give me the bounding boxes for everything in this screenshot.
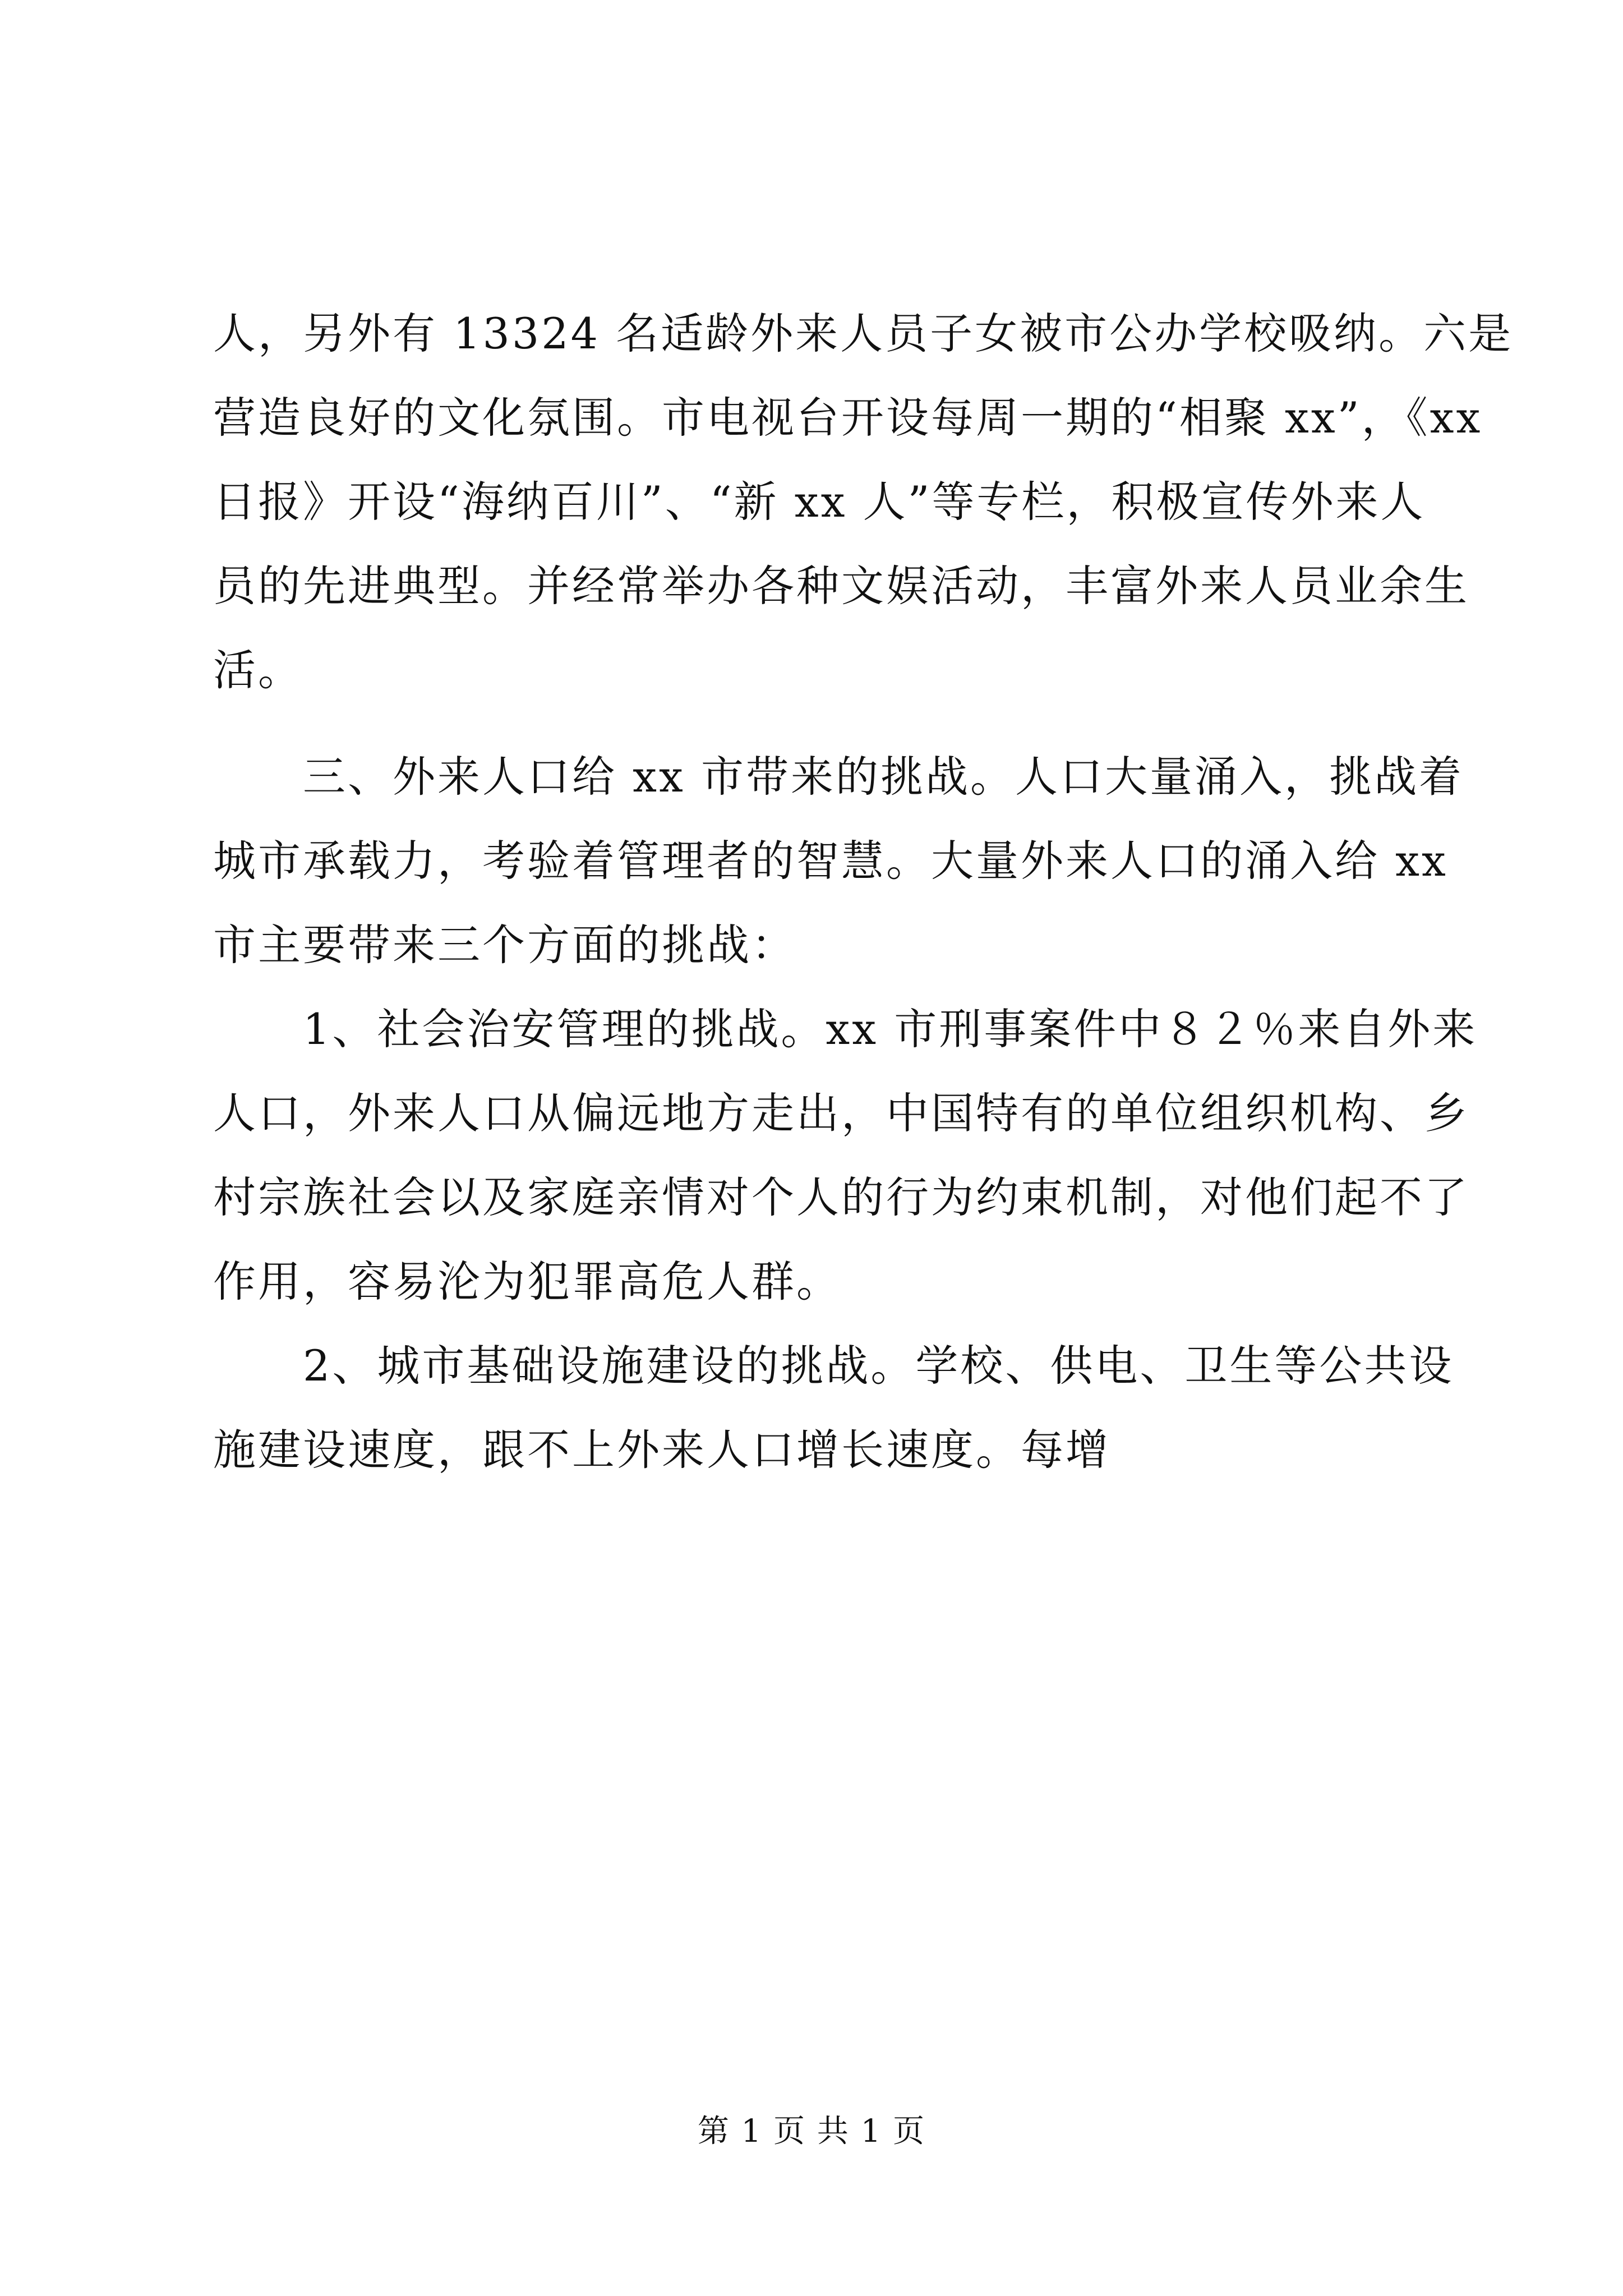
text-line: 营造良好的文化氛围。市电视台开设每周一期的“相聚 xx”，《xx — [213, 393, 1483, 443]
point-two-heading: 2、城市基础设施建设的挑战。学校、供电、卫生等公共设 — [213, 1341, 1454, 1391]
text-line: 人口，外来人口从偏远地方走出，中国特有的单位组织机构、乡 — [213, 1088, 1469, 1138]
text-line: 市主要带来三个方面的挑战： — [213, 920, 796, 970]
point-one-heading: 1、社会治安管理的挑战。xx 市刑事案件中８２％来自外来 — [213, 1004, 1478, 1054]
text-line: 活。 — [213, 645, 303, 695]
text-line: 人，另外有 13324 名适龄外来人员子女被市公办学校吸纳。六是 — [213, 309, 1514, 358]
text-line: 城市承载力，考验着管理者的智慧。大量外来人口的涌入给 xx — [213, 836, 1448, 886]
text-line: 员的先进典型。并经常举办各种文娱活动，丰富外来人员业余生 — [213, 561, 1469, 611]
text-line: 施建设速度，跟不上外来人口增长速度。每增 — [213, 1425, 1110, 1475]
body-text — [213, 292, 1514, 1492]
text-line: 日报》开设“海纳百川”、“新 xx 人”等专栏，积极宣传外来人 — [213, 477, 1426, 527]
text-line: 村宗族社会以及家庭亲情对个人的行为约束机制，对他们起不了 — [213, 1172, 1469, 1222]
section-three-heading: 三、外来人口给 xx 市带来的挑战。人口大量涌入，挑战着 — [213, 752, 1464, 802]
text-line: 作用，容易沦为犯罪高危人群。 — [213, 1257, 841, 1306]
page-footer: 第 1 页 共 1 页 — [697, 2113, 926, 2150]
